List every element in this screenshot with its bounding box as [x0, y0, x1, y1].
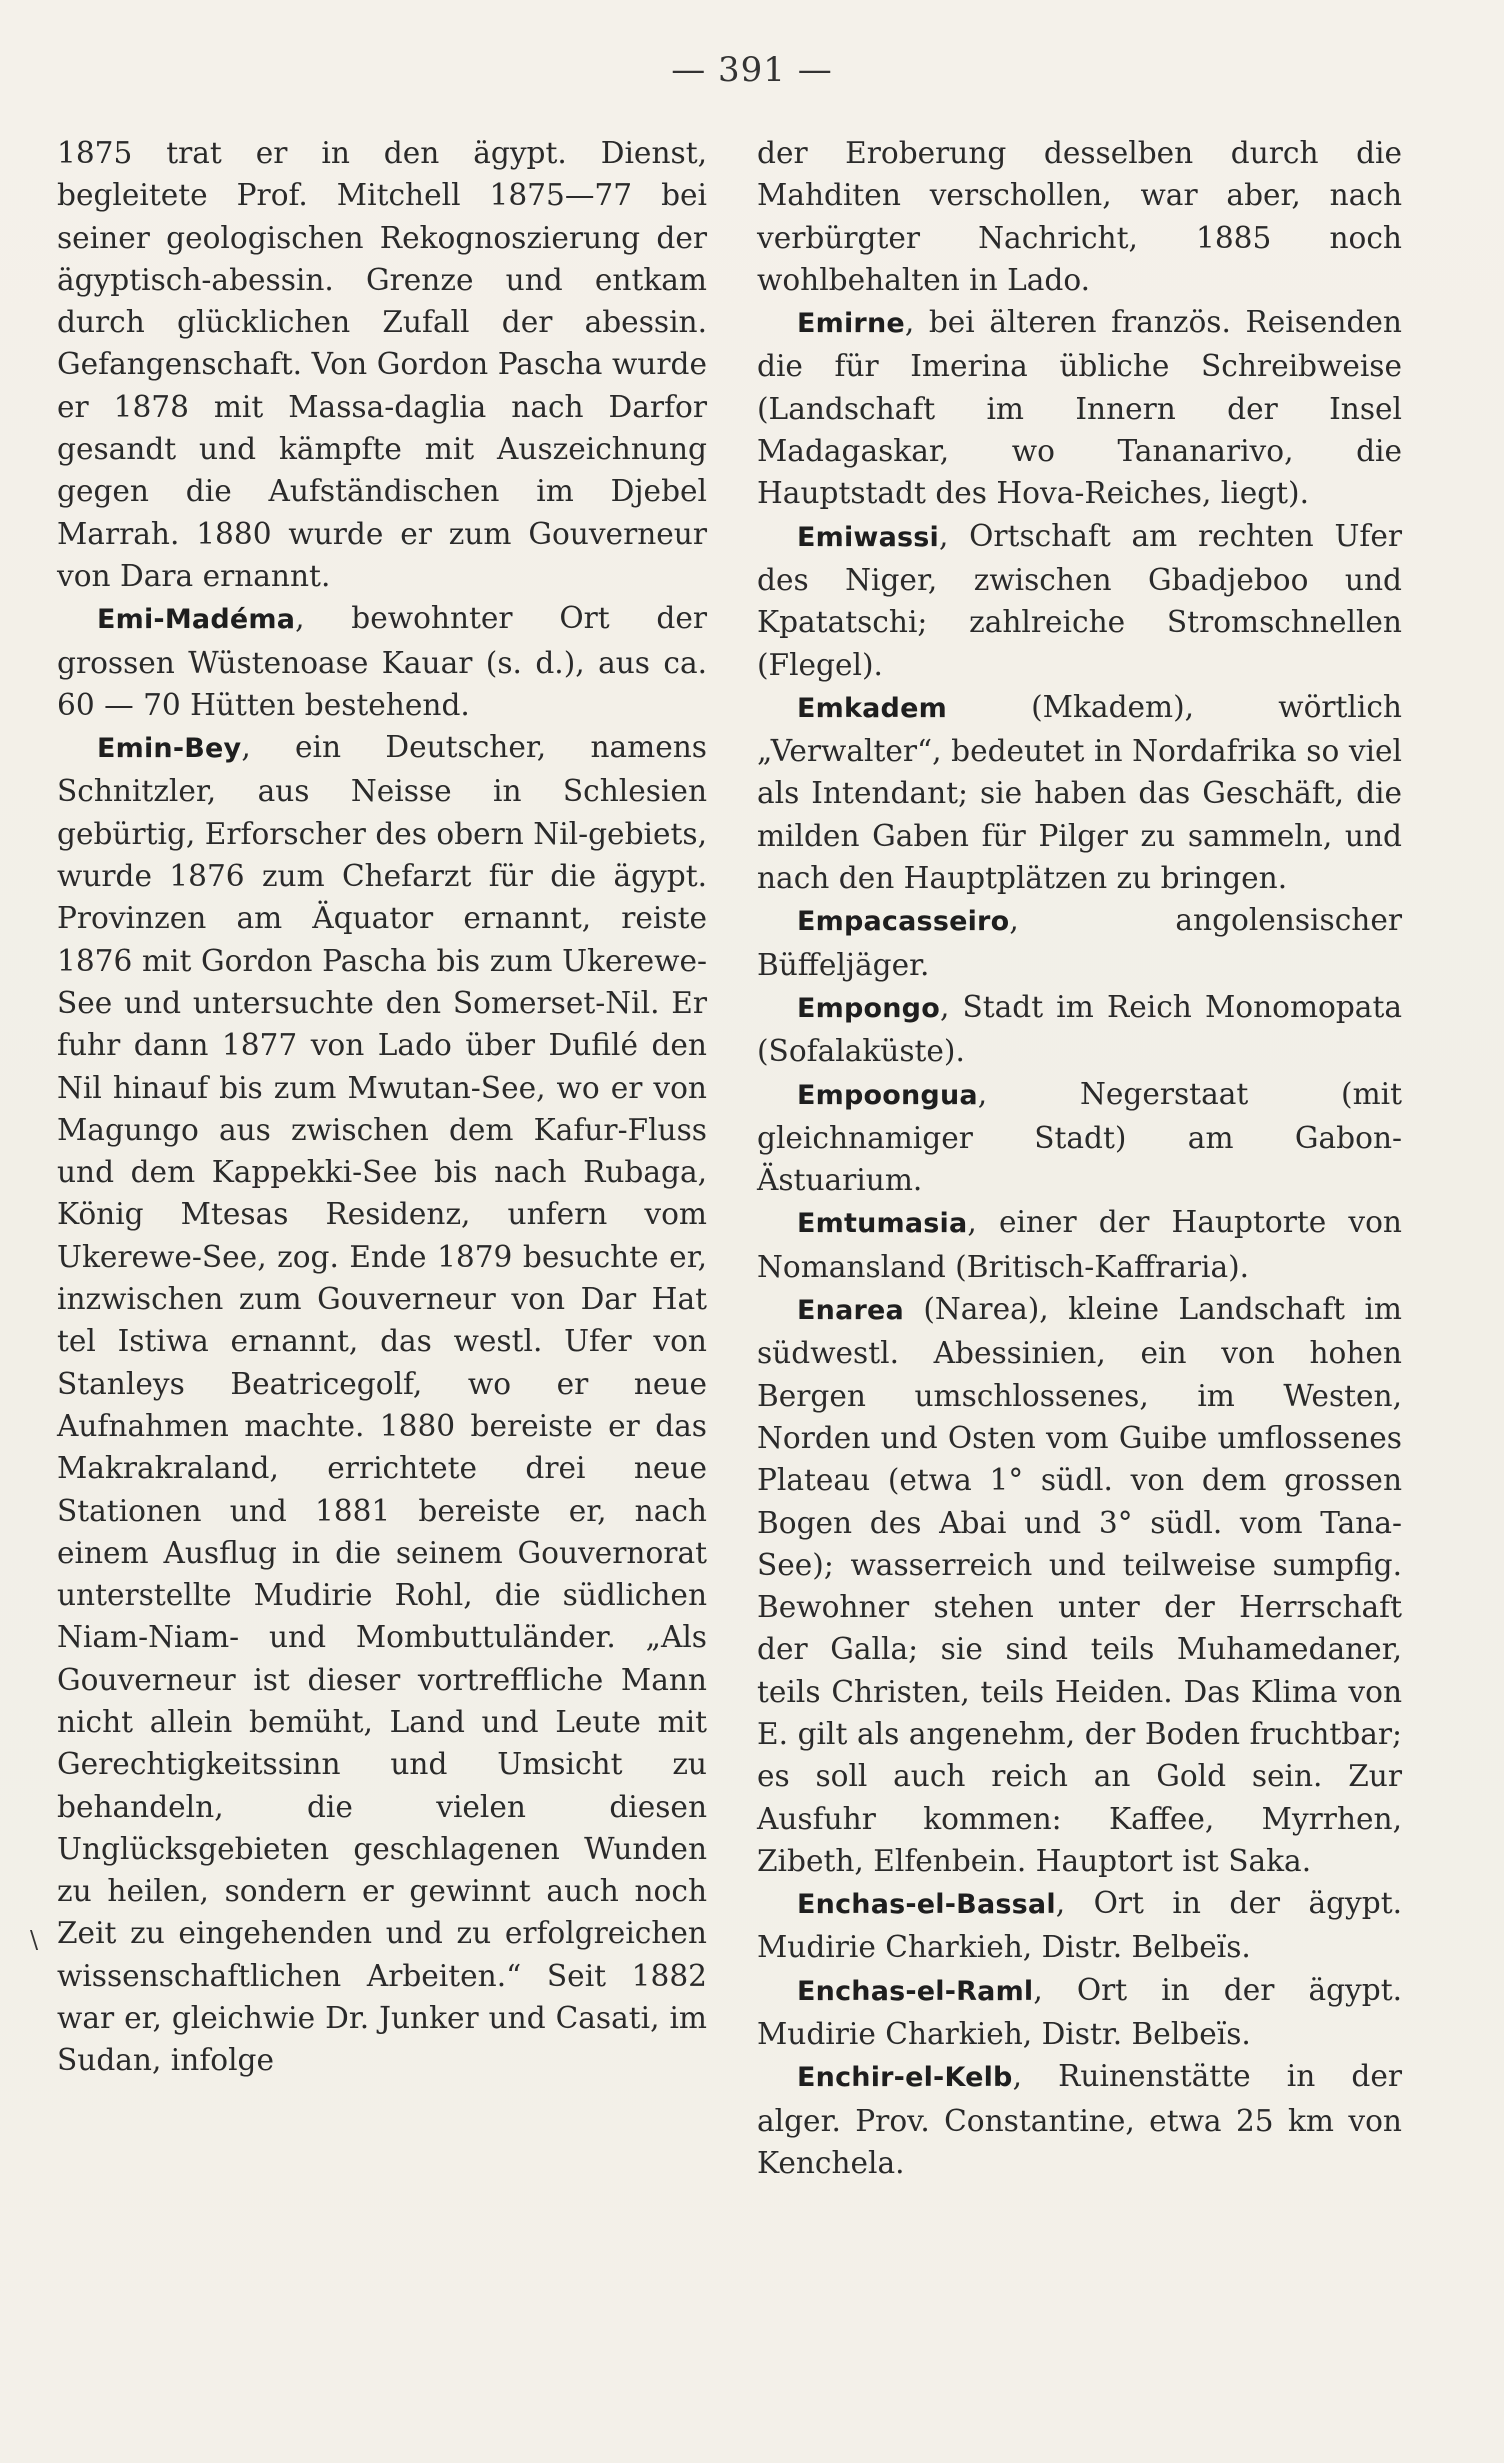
entry-paragraph	[757, 1201, 1402, 1288]
entry-term: Emirne	[797, 308, 905, 340]
entry-paragraph	[757, 515, 1402, 686]
entry-term: Enchas-el-Raml	[797, 1975, 1034, 2007]
entry-term: Enchir-el-Kelb	[797, 2062, 1013, 2094]
entry-paragraph	[57, 597, 707, 726]
entry-text: , Negerstaat (mit gleichnamiger Stadt) am Gabon-Ästuarium.	[757, 1076, 1402, 1198]
entry-term: Empoongua	[797, 1079, 978, 1111]
entry-paragraph	[757, 1969, 1402, 2056]
entry-paragraph	[757, 1882, 1402, 1969]
entry-text: , angolensischer Büffeljäger.	[757, 903, 1402, 982]
entry-term: Enarea	[797, 1295, 904, 1327]
entry-text: , ein Deutscher, namens Schnitzler, aus Neisse in Schlesien gebürtig, Erforscher des obern Nil-gebiets, wurde 1876 zum Chefarzt für die ägypt. Provinzen am Äquator ernannt, reiste 1876 mit Gordon Pascha bis zum Ukerewe-See und untersuchte den Somerset-Nil. Er fuhr dann 1877 von Lado über Dufilé den Nil hinauf bis zum Mwutan-See, wo er von Magungo aus zwischen dem Kafur-Fluss und dem Kappekki-See bis nach Rubaga, König Mtesas Residenz, unfern vom Ukerewe-See, zog. Ende 1879 besuchte er, inzwischen zum Gouverneur von Dar Hat tel Istiwa ernannt, das westl. Ufer von Stanleys Beatricegolf, wo er neue Aufnahmen machte. 1880 bereiste er das Makrakraland, errichtete drei neue Stationen und 1881 bereiste er, nach einem Ausflug in die seinem Gouvernorat unterstellte Mudirie Rohl, die südlichen Niam-Niam- und Mombuttuländer. „Als Gouverneur ist dieser vortreffliche Mann nicht allein bemüht, Land und Leute mit Gerechtigkeitssinn und Umsicht zu behandeln, die vielen diesen Unglücksgebieten geschlagenen Wunden zu heilen, sondern er gewinnt auch noch Zeit zu eingehenden und zu erfolgreichen wissenschaftlichen Arbeiten.“ Seit 1882 war er, gleichwie Dr. Junker und Casati, im Sudan, infolge	[57, 730, 707, 2078]
entry-text: , Ort in der ägypt. Mudirie Charkieh, Distr. Belbeïs.	[757, 1972, 1402, 2052]
entry-paragraph	[757, 686, 1402, 899]
right-column	[757, 132, 1402, 2184]
entry-paragraph	[757, 2055, 1402, 2184]
entry-text: der Eroberung desselben durch die Mahditen verschollen, war aber, nach verbürgter Nachricht, 1885 noch wohlbehalten in Lado.	[757, 136, 1402, 297]
entry-text: , bei älteren französ. Reisenden die für Imerina übliche Schreibweise (Landschaft im Innern der Insel Madagaskar, wo Tananarivo, die Hauptstadt des Hova-Reiches, liegt).	[757, 305, 1402, 511]
entry-term: Emi-Madéma	[97, 604, 296, 636]
entry-paragraph	[57, 132, 707, 597]
entry-text: (Narea), kleine Landschaft im südwestl. Abessinien, ein von hohen Bergen umschlossenes, im Westen, Norden und Osten vom Guibe umflossenes Plateau (etwa 1° südl. von dem grossen Bogen des Abai und 3° südl. vom Tana-See); wasserreich und teilweise sumpfig. Bewohner stehen unter der Herrschaft der Galla; sie sind teils Muhamedaner, teils Christen, teils Heiden. Das Klima von E. gilt als angenehm, der Boden fruchtbar; es soll auch reich an Gold sein. Zur Ausfuhr kommen: Kaffee, Myrrhen, Zibeth, Elfenbein. Hauptort ist Saka.	[757, 1292, 1402, 1878]
entry-paragraph	[757, 132, 1402, 301]
entry-text: , bewohnter Ort der grossen Wüstenoase Kauar (s. d.), aus ca. 60 — 70 Hütten bestehend.	[57, 601, 707, 722]
entry-text: (Mkadem), wörtlich „Verwalter“, bedeutet in Nordafrika so viel als Intendant; sie haben das Geschäft, die milden Gaben für Pilger zu sammeln, und nach den Hauptplätzen zu bringen.	[757, 689, 1402, 896]
entry-term: Empacasseiro	[797, 906, 1010, 938]
entry-text: , einer der Hauptorte von Nomansland (Britisch-Kaffraria).	[757, 1205, 1402, 1284]
page-number: — 391 —	[671, 50, 833, 90]
entry-text: , Stadt im Reich Monomopata (Sofalaküste).	[757, 989, 1402, 1069]
entry-paragraph	[757, 1073, 1402, 1202]
entry-paragraph	[757, 1288, 1402, 1882]
entry-term: Emiwassi	[797, 521, 939, 553]
entry-text: 1875 trat er in den ägypt. Dienst, begleitete Prof. Mitchell 1875—77 bei seiner geologischen Rekognoszierung der ägyptisch-abessin. Grenze und entkam durch glücklichen Zufall der abessin. Gefangenschaft. Von Gordon Pascha wurde er 1878 mit Massa-daglia nach Darfor gesandt und kämpfte mit Auszeichnung gegen die Aufständischen im Djebel Marrah. 1880 wurde er zum Gouverneur von Dara ernannt.	[57, 136, 707, 593]
margin-mark: \	[30, 1926, 39, 1954]
entry-term: Emin-Bey	[97, 733, 242, 765]
entry-term: Emtumasia	[797, 1208, 968, 1240]
entry-text: , Ruinenstätte in der alger. Prov. Constantine, etwa 25 km von Kenchela.	[757, 2059, 1402, 2180]
entry-paragraph	[757, 899, 1402, 986]
entry-term: Empongo	[797, 992, 940, 1024]
entry-paragraph	[757, 986, 1402, 1073]
left-column	[57, 132, 707, 2082]
entry-paragraph	[757, 301, 1402, 514]
entry-text: , Ortschaft am rechten Ufer des Niger, zwischen Gbadjeboo und Kpatatschi; zahlreiche Stromschnellen (Flegel).	[757, 518, 1402, 682]
entry-term: Enchas-el-Bassal	[797, 1889, 1056, 1921]
entry-term: Emkadem	[797, 692, 947, 724]
entry-paragraph	[57, 726, 707, 2082]
entry-text: , Ort in der ägypt. Mudirie Charkieh, Distr. Belbeïs.	[757, 1886, 1402, 1965]
